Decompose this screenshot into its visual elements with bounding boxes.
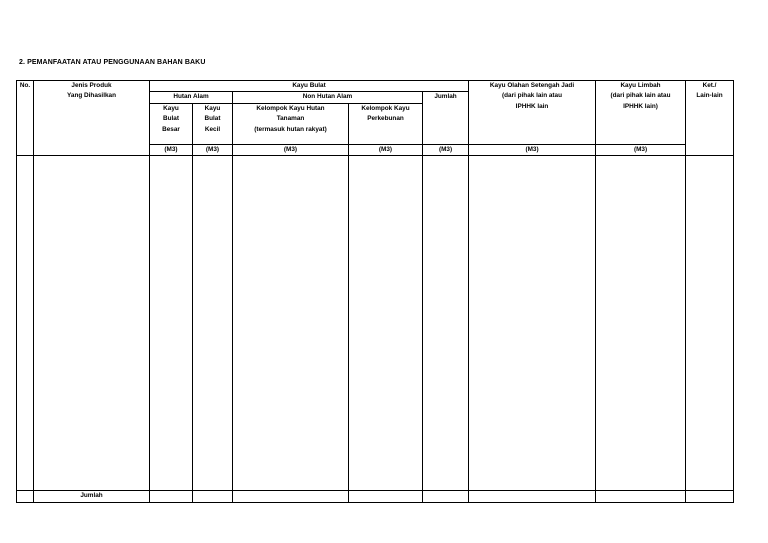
unit-jumlah: (M3) <box>423 144 469 155</box>
unit-hutan-tanaman: (M3) <box>233 144 349 155</box>
total-kayu-olahan[interactable] <box>469 491 596 502</box>
cell-jenis-produk[interactable] <box>34 156 150 491</box>
total-perkebunan[interactable] <box>349 491 423 502</box>
header-jumlah: Jumlah <box>423 92 469 144</box>
cell-hutan-tanaman[interactable] <box>233 156 349 491</box>
total-kayu-limbah[interactable] <box>596 491 686 502</box>
unit-kayu-olahan: (M3) <box>469 144 596 155</box>
unit-kayu-bulat-besar: (M3) <box>150 144 193 155</box>
cell-no[interactable] <box>17 156 34 491</box>
cell-kayu-limbah[interactable] <box>596 156 686 491</box>
cell-kayu-olahan[interactable] <box>469 156 596 491</box>
cell-perkebunan[interactable] <box>349 156 423 491</box>
header-kayu-olahan: Kayu Olahan Setengah Jadi (dari pihak lain atau IPHHK lain <box>469 81 596 145</box>
header-kelompok-kayu-hutan-tanaman: Kelompok Kayu Hutan Tanaman (termasuk hutan rakyat) <box>233 103 349 144</box>
cell-kayu-bulat-besar[interactable] <box>150 156 193 491</box>
cell-ket[interactable] <box>686 156 734 491</box>
section-title: 2. PEMANFAATAN ATAU PENGGUNAAN BAHAN BAKU <box>19 59 206 66</box>
total-hutan-tanaman[interactable] <box>233 491 349 502</box>
header-kelompok-kayu-perkebunan: Kelompok Kayu Perkebunan <box>349 103 423 144</box>
unit-kayu-bulat-kecil: (M3) <box>193 144 233 155</box>
header-kayu-bulat: Kayu Bulat <box>150 81 469 92</box>
total-kayu-bulat-besar[interactable] <box>150 491 193 502</box>
total-kayu-bulat-kecil[interactable] <box>193 491 233 502</box>
total-cell-no <box>17 491 34 502</box>
total-label: Jumlah <box>34 491 150 502</box>
cell-kayu-bulat-kecil[interactable] <box>193 156 233 491</box>
total-row <box>17 491 734 502</box>
raw-material-usage-table <box>16 80 734 503</box>
header-kayu-bulat-besar: Kayu Bulat Besar <box>150 103 193 144</box>
header-hutan-alam: Hutan Alam <box>150 92 233 103</box>
total-jumlah[interactable] <box>423 491 469 502</box>
table-body-row <box>17 156 734 491</box>
header-ket: Ket./ Lain-lain <box>686 81 734 156</box>
total-ket[interactable] <box>686 491 734 502</box>
cell-jumlah[interactable] <box>423 156 469 491</box>
unit-kayu-limbah: (M3) <box>596 144 686 155</box>
header-jenis-produk: Jenis Produk Yang Dihasilkan <box>34 81 150 156</box>
header-non-hutan-alam: Non Hutan Alam <box>233 92 423 103</box>
header-kayu-limbah: Kayu Limbah (dari pihak lain atau IPHHK lain) <box>596 81 686 145</box>
unit-perkebunan: (M3) <box>349 144 423 155</box>
header-no: No. <box>17 81 34 156</box>
header-kayu-bulat-kecil: Kayu Bulat Kecil <box>193 103 233 144</box>
